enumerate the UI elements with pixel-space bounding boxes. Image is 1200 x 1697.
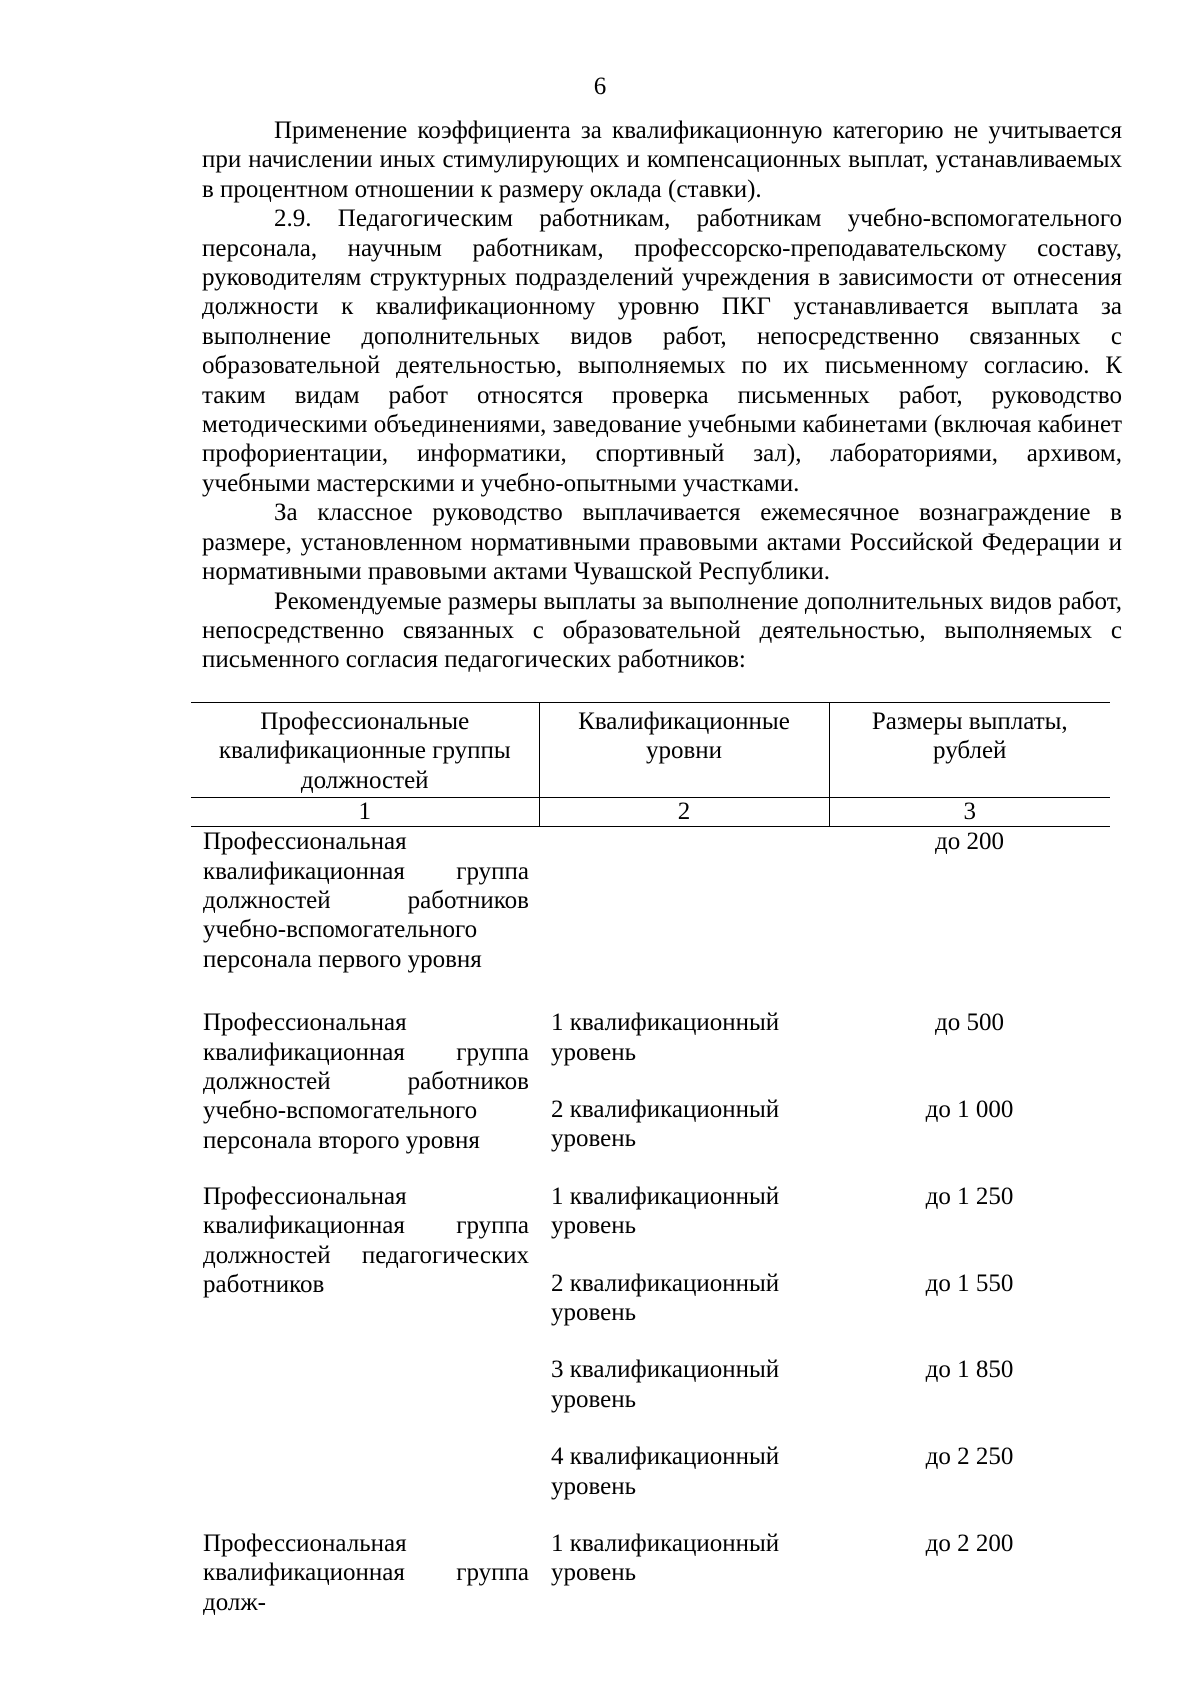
column-number: 1 (191, 798, 539, 827)
group-levels (539, 1529, 829, 1617)
level-label: 2 квалификационный уровень (551, 1096, 780, 1153)
header-groups: Профессиональные квалификационные группы должностей (191, 703, 539, 798)
level-label: 2 квалификационный уровень (551, 1269, 780, 1327)
payment-table (191, 702, 1110, 1617)
column-number: 2 (539, 798, 829, 827)
amount-value: до 1 250 (925, 1182, 1014, 1210)
paragraph-class-guidance: За классное руководство выплачивается ежемесячное вознаграждение в размере, установленном нормативными правовыми актами Российской Федерации и нормативными правовыми актами Чувашской Республики. (202, 499, 1122, 586)
page-number: 6 (593, 73, 607, 100)
group-amounts (829, 1182, 1110, 1529)
amount-value: до 500 (935, 1009, 1004, 1037)
group-amounts (829, 1008, 1110, 1182)
header-levels: Квалификационные уровни (539, 703, 829, 798)
group-name: Профессиональная квалификационная группа должностей работников учебно-вспомогательного персонала первого уровня (203, 828, 529, 973)
level-label: 4 квалификационный уровень (551, 1443, 780, 1500)
header-amounts: Размеры выплаты, рублей (829, 703, 1110, 798)
table-column-numbers (191, 798, 1110, 827)
table-row (191, 1008, 1110, 1182)
amount-value: до 1 000 (925, 1096, 1014, 1124)
body-text (202, 116, 1122, 675)
group-levels (539, 827, 829, 975)
group-name: Профессиональная квалификационная группа должностей работников учебно-вспомогательного персонала второго уровня (203, 1009, 529, 1154)
amount-value: до 1 850 (925, 1356, 1014, 1384)
amount-value: до 200 (935, 828, 1004, 856)
amount-value: до 2 250 (925, 1443, 1014, 1471)
level-label: 1 квалификационный уровень (551, 1530, 780, 1587)
group-name: Профессиональная квалификационная группа долж- (203, 1530, 529, 1616)
group-levels (539, 1182, 829, 1529)
group-name: Профессиональная квалификационная группа должностей педагогических работников (203, 1182, 529, 1299)
table-header-row (191, 703, 1110, 798)
paragraph-2-9: 2.9. Педагогическим работникам, работникам учебно-вспомогательного персонала, научным работникам, профессорско-преподавательскому составу, руководителям структурных подразделений учреждения в зависимости от отнесения должности к квалификационному уровню ПКГ устанавливается выплата за выполнение дополнительных видов работ, непосредственно связанных с образовательной деятельностью, выполняемых по их письменному согласию. К таким видам работ относятся проверка письменных работ, руководство методическими объединениями, заведование учебными кабинетами (включая кабинет профориентации, информатики, спортивный зал), лабораториями, архивом, учебными мастерскими и учебно-опытными участками. (202, 205, 1122, 497)
table-row (191, 1182, 1110, 1529)
group-levels (539, 1008, 829, 1182)
paragraph-recommended: Рекомендуемые размеры выплаты за выполнение дополнительных видов работ, непосредственно связанных с образовательной деятельностью, выполняемых с письменного согласия педагогических работников: (202, 587, 1122, 674)
table-row (191, 1529, 1110, 1617)
table-row (191, 827, 1110, 975)
paragraph-coefficient: Применение коэффициента за квалификационную категорию не учитывается при начислении иных стимулирующих и компенсационных выплат, устанавливаемых в процентном отношении к размеру оклада (ставки). (202, 117, 1122, 203)
level-label: 1 квалификационный уровень (551, 1182, 780, 1240)
group-amounts (829, 1529, 1110, 1617)
column-number: 3 (829, 798, 1110, 827)
amount-value: до 1 550 (925, 1269, 1014, 1297)
level-label: 3 квалификационный уровень (551, 1356, 780, 1413)
level-label: 1 квалификационный уровень (551, 1009, 780, 1066)
group-amounts (829, 827, 1110, 975)
amount-value: до 2 200 (925, 1530, 1014, 1558)
